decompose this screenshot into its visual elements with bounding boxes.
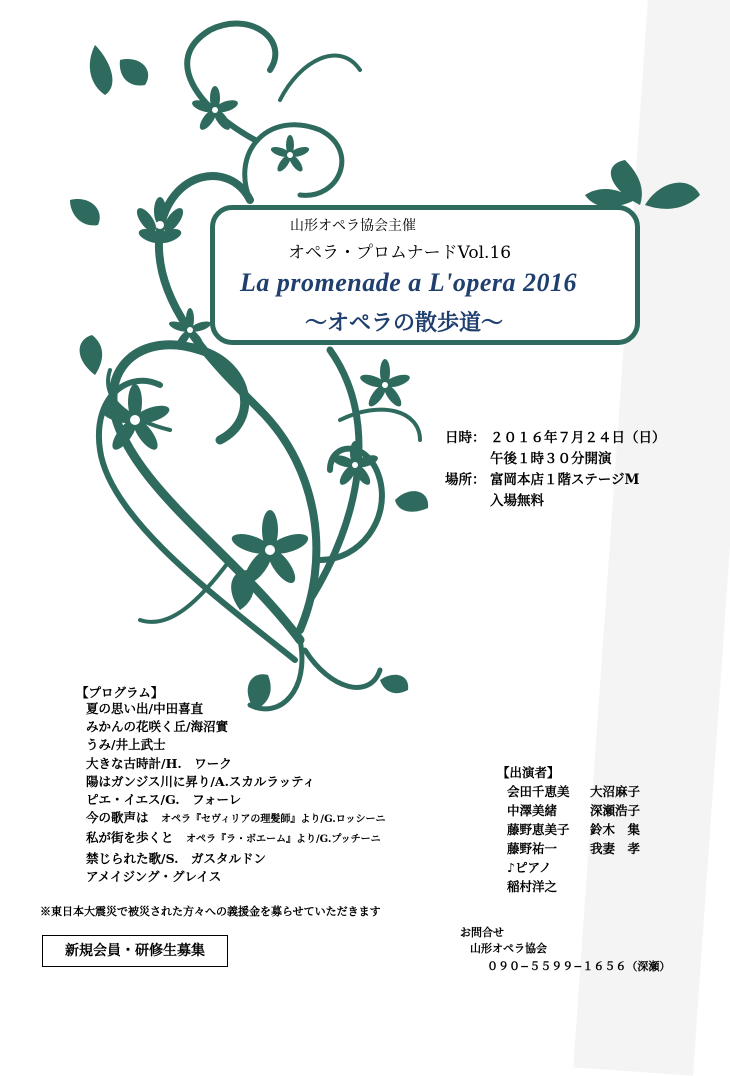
program-source: オペラ『ラ・ボエーム』より/G.プッチーニ <box>186 834 381 846</box>
place-value: 富岡本店１階ステージM <box>490 472 640 488</box>
series-title: オペラ・プロムナードVol.16 <box>288 243 512 263</box>
admission: 入場無料 <box>490 493 544 509</box>
date-label: 日時： <box>445 430 486 446</box>
main-title: La promenade a L'opera 2016 <box>240 268 578 297</box>
contact-phone: ０９０−５５９９−１６５６（深瀬） <box>487 960 671 973</box>
program-item: 陽はガンジス川に昇り/A.スカルラッティ <box>86 773 316 789</box>
program-item <box>86 829 386 849</box>
program-item <box>86 809 386 829</box>
contact-label: お問合せ <box>460 926 504 939</box>
piano-label: ♪ピアノ <box>507 860 552 875</box>
time-value: 午後１時３０分開演 <box>490 451 612 467</box>
program-item: みかんの花咲く丘/海沼實 <box>86 719 229 735</box>
program-song: 今の歌声は <box>86 810 149 826</box>
performer-name: 大沼麻子 <box>590 784 641 799</box>
program-item: 夏の思い出/中田喜直 <box>86 701 204 716</box>
program-item: うみ/井上武士 <box>86 737 166 753</box>
sponsor-line: 山形オペラ協会主催 <box>290 218 416 234</box>
performers-heading: 【出演者】 <box>497 765 560 780</box>
program-item: ピエ・イエス/G. フォーレ <box>86 792 242 808</box>
place-label: 場所： <box>445 472 486 488</box>
recruit-box: 新規会員・研修生募集 <box>42 935 228 967</box>
date-value: ２０１６年７月２４日（日） <box>490 430 666 446</box>
performer-name: 深瀬浩子 <box>590 803 641 818</box>
performer-name: 中澤美緒 <box>507 803 558 818</box>
performer-name: 鈴木 集 <box>590 822 641 837</box>
program-item: アメイジング・グレイス <box>86 868 222 884</box>
program-heading: 【プログラム】 <box>76 685 164 700</box>
program-item: 禁じられた歌/S. ガスタルドン <box>86 850 266 866</box>
performer-name: 我妻 孝 <box>590 841 641 856</box>
performer-name: 稲村洋之 <box>507 879 558 894</box>
contact-org: 山形オペラ協会 <box>470 942 547 955</box>
program-list <box>86 700 386 886</box>
performers-col1 <box>507 782 570 896</box>
donation-notice: ※東日本大震災で被災された方々への義援金を募らせていただきます <box>40 905 381 918</box>
performer-name: 藤野恵美子 <box>507 822 570 837</box>
program-song: 私が街を歩くと <box>86 830 174 846</box>
subtitle: ～オペラの散歩道～ <box>305 310 504 336</box>
performer-name: 藤野祐一 <box>507 841 558 856</box>
program-item: 大きな古時計/H. ワーク <box>86 755 232 771</box>
program-source: オペラ『セヴィリアの理髪師』より/G.ロッシーニ <box>161 814 386 826</box>
performer-name: 会田千恵美 <box>507 784 570 799</box>
performers-col2 <box>590 782 640 858</box>
